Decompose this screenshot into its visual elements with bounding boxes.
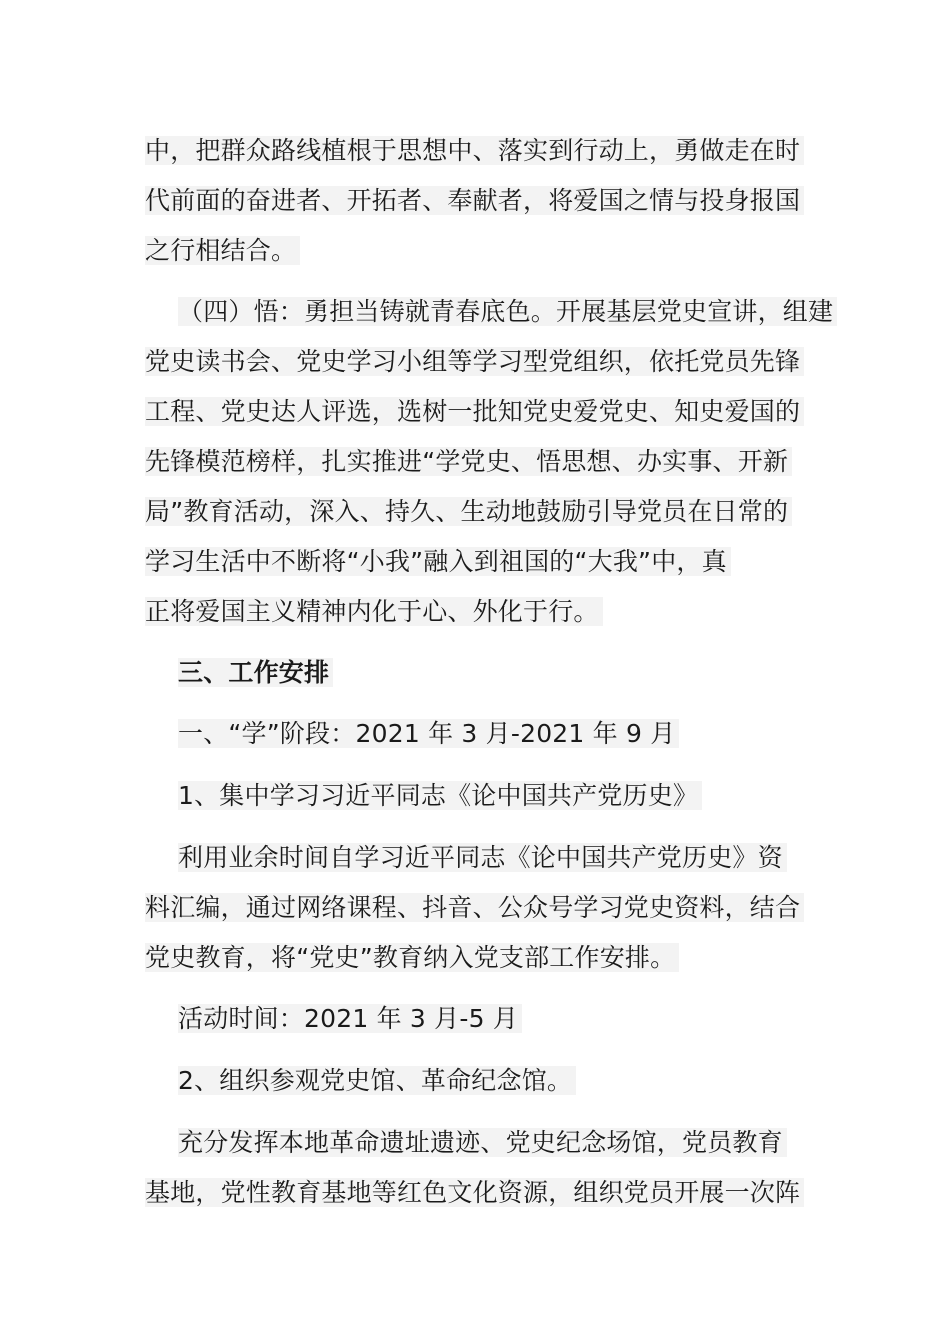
line-text: 党史读书会、党史学习小组等学习型党组织，依托党员先锋 xyxy=(145,347,804,376)
paragraph-line xyxy=(145,181,804,221)
paragraph-line xyxy=(145,231,300,271)
line-text: （四）悟：勇担当铸就青春底色。开展基层党史宣讲，组建 xyxy=(178,297,837,326)
line-text: 1、集中学习习近平同志《论中国共产党历史》 xyxy=(178,781,702,810)
paragraph-line xyxy=(145,542,731,582)
line-text: 料汇编，通过网络课程、抖音、公众号学习党史资料，结合 xyxy=(145,893,804,922)
paragraph-line xyxy=(145,442,792,482)
line-text: 学习生活中不断将“小我”融入到祖国的“大我”中，真 xyxy=(145,547,731,576)
line-text: 利用业余时间自学习近平同志《论中国共产党历史》资 xyxy=(178,843,787,872)
line-text: 2、组织参观党史馆、革命纪念馆。 xyxy=(178,1066,576,1095)
paragraph-line xyxy=(145,131,804,171)
line-text: 三、工作安排 xyxy=(178,658,333,687)
paragraph-line xyxy=(145,392,804,432)
line-text: 正将爱国主义精神内化于心、外化于行。 xyxy=(145,597,603,626)
line-text: 中，把群众路线植根于思想中、落实到行动上，勇做走在时 xyxy=(145,136,804,165)
paragraph-line xyxy=(145,592,603,632)
paragraph-line xyxy=(145,492,792,532)
line-text: 之行相结合。 xyxy=(145,236,300,265)
line-text: 代前面的奋进者、开拓者、奉献者，将爱国之情与投身报国 xyxy=(145,186,804,215)
paragraph-line xyxy=(145,1173,804,1213)
paragraph-line xyxy=(178,292,837,332)
section-heading xyxy=(178,653,333,693)
line-text: 局”教育活动，深入、持久、生动地鼓励引导党员在日常的 xyxy=(145,497,792,526)
line-text: 活动时间：2021 年 3 月-5 月 xyxy=(178,1004,522,1033)
line-text: 一、“学”阶段：2021 年 3 月-2021 年 9 月 xyxy=(178,719,679,748)
line-text: 工程、党史达人评选，选树一批知党史爱党史、知史爱国的 xyxy=(145,397,804,426)
phase-heading xyxy=(178,714,679,754)
line-text: 先锋模范榜样，扎实推进“学党史、悟思想、办实事、开新 xyxy=(145,447,792,476)
paragraph-line xyxy=(145,342,804,382)
line-text: 充分发挥本地革命遗址遗迹、党史纪念场馆，党员教育 xyxy=(178,1128,787,1157)
item-heading xyxy=(178,776,702,816)
paragraph-line xyxy=(145,938,679,978)
item-heading xyxy=(178,1061,576,1101)
line-text: 党史教育，将“党史”教育纳入党支部工作安排。 xyxy=(145,943,679,972)
paragraph-line xyxy=(145,888,804,928)
paragraph-line xyxy=(178,1123,787,1163)
activity-time xyxy=(178,999,522,1039)
line-text: 基地，党性教育基地等红色文化资源，组织党员开展一次阵 xyxy=(145,1178,804,1207)
paragraph-line xyxy=(178,838,787,878)
